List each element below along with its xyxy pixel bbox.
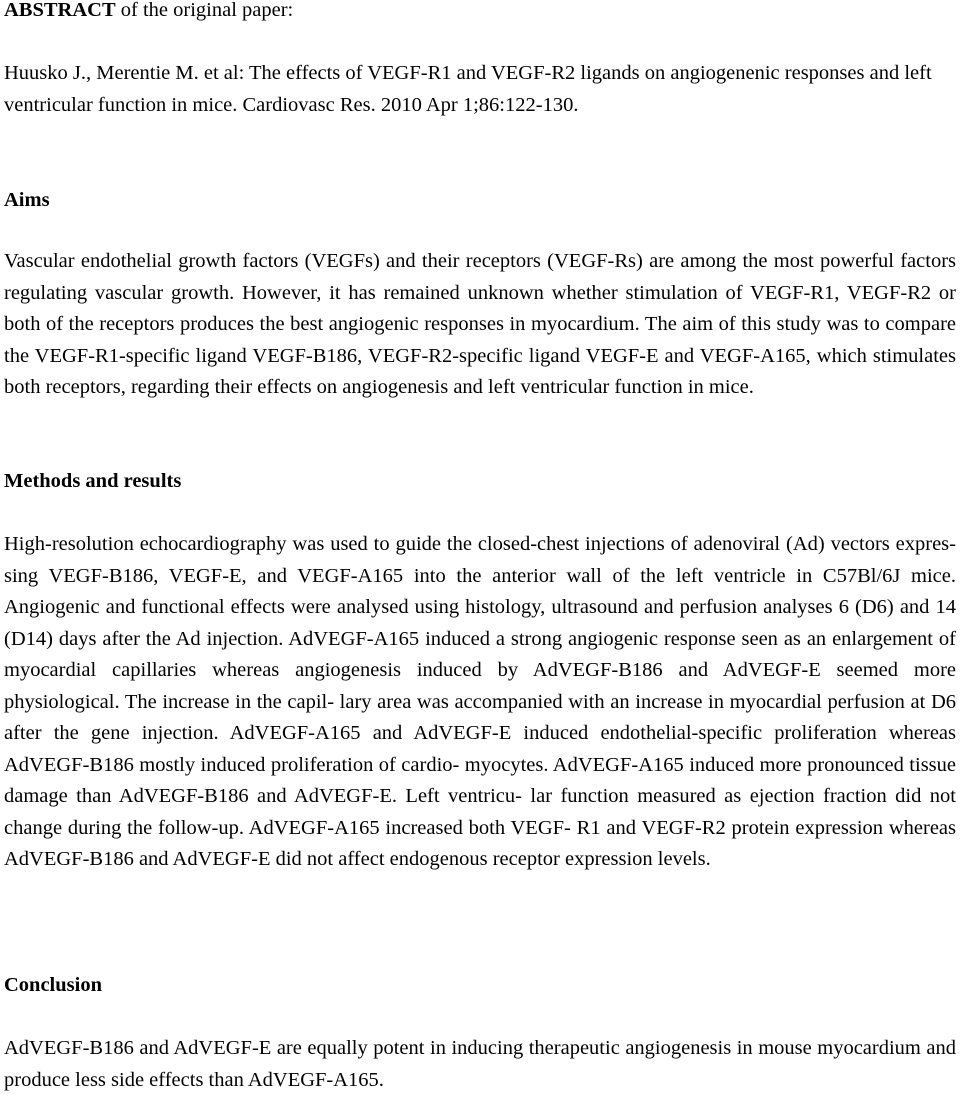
methods-paragraph: High-resolution echocardiography was used to guide the closed-chest injections of adenoviral (Ad) vectors expres- sing VEGF-B186, VEGF-E, and VEGF-A165 into the anterior wall of the left ventricle in C57Bl/6J mice. Angiogenic and functional effects were analysed using histology, ultrasound and perfusion analyses 6 (D6) and 14 (D14) days after the Ad injection. AdVEGF-A165 induced a strong angiogenic response seen as an enlargement of myocardial capillaries whereas angiogenesis induced by AdVEGF-B186 and AdVEGF-E seemed more physiological. The increase in the capil- lary area was accompanied with an increase in myocardial perfusion at D6 after the gene injection. AdVEGF-A165 and AdVEGF-E induced endothelial-specific proliferation whereas AdVEGF-B186 mostly induced proliferation of cardio- myocytes. AdVEGF-A165 induced more pronounced tissue damage than AdVEGF-B186 and AdVEGF-E. Left ventricu- lar function measured as ejection fraction did not change during the follow-up. AdVEGF-A165 increased both VEGF- R1 and VEGF-R2 protein expression whereas AdVEGF-B186 and AdVEGF-E did not affect endogenous receptor expression levels. — [4, 533, 956, 870]
conclusion-paragraph: AdVEGF-B186 and AdVEGF-E are equally potent in inducing therapeutic angiogenesis in mouse myocardium and produce less side effects than AdVEGF-A165. — [4, 1037, 956, 1091]
aims-paragraph: Vascular endothelial growth factors (VEGFs) and their receptors (VEGF-Rs) are among the most powerful factors regulating vascular growth. However, it has remained unknown whether stimulation of VEGF-R1, VEGF-R2 or both of the receptors produces the best angiogenic responses in myocardium. The aim of this study was to compare the VEGF-R1-specific ligand VEGF-B186, VEGF-R2-specific ligand VEGF-E and VEGF-A165, which stimulates both receptors, regarding their effects on angiogenesis and left ventricular function in mice. — [4, 250, 956, 398]
citation: Huusko J., Merentie M. et al: The effects of VEGF-R1 and VEGF-R2 ligands on angiogenenic responses and left ventricular function in mice. Cardiovasc Res. 2010 Apr 1;86:122-130. — [4, 62, 932, 116]
abstract-label-suffix: of the original paper: — [115, 0, 294, 21]
abstract-heading — [4, 0, 956, 27]
methods-heading: Methods and results — [4, 470, 182, 492]
abstract-label: ABSTRACT — [4, 0, 116, 21]
aims-heading: Aims — [4, 189, 50, 211]
conclusion-heading: Conclusion — [4, 974, 102, 996]
